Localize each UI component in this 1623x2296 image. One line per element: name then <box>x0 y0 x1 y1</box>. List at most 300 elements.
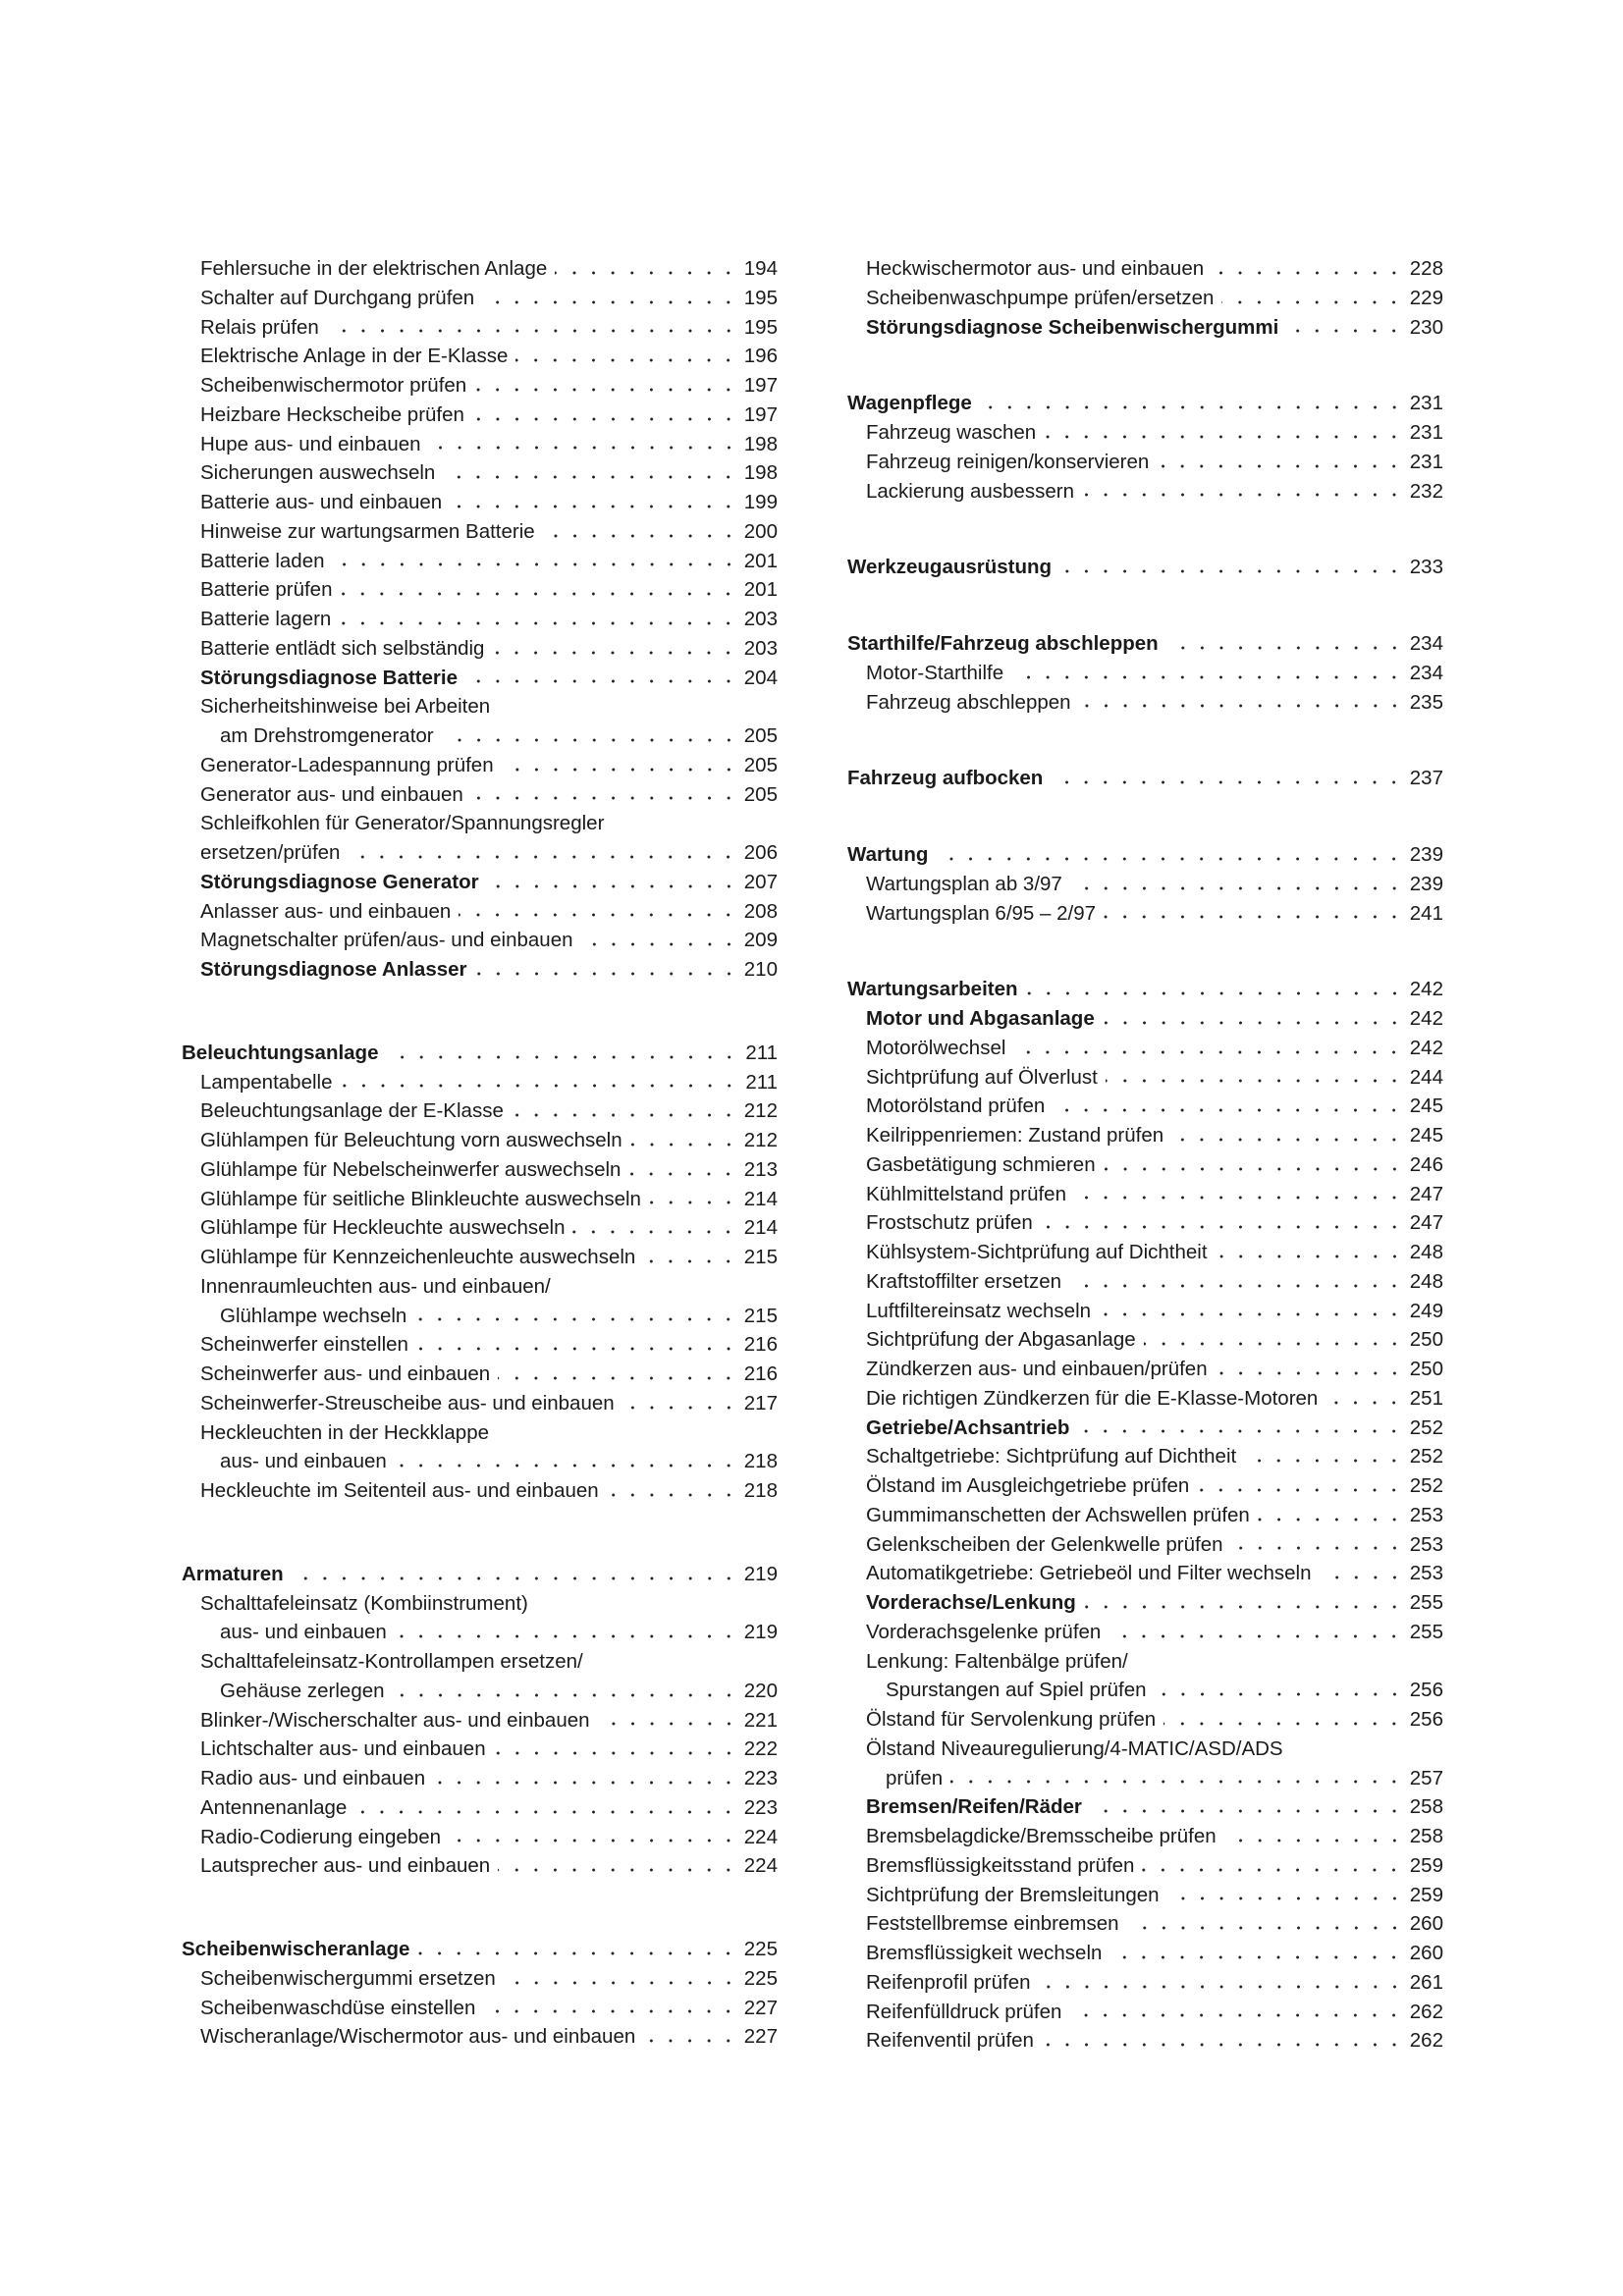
toc-entry-title: Motor-Starthilfe <box>866 661 1004 684</box>
dot-leader <box>515 357 737 363</box>
toc-entry <box>182 897 778 927</box>
toc-entry-title: Sichtprüfung der Abgasanlage <box>866 1328 1136 1352</box>
toc-page-number: 198 <box>743 432 778 455</box>
toc-page-number: 210 <box>743 958 778 981</box>
dot-leader <box>1011 674 1404 680</box>
toc-page-number: 205 <box>743 753 778 776</box>
toc-page-number: 197 <box>743 402 778 426</box>
toc-entry-title: Störungsdiagnose Anlasser <box>200 958 467 981</box>
toc-page-number: 229 <box>1409 286 1443 309</box>
dot-leader <box>1051 779 1403 785</box>
toc-entry <box>182 342 778 371</box>
toc-page-number: 250 <box>1409 1328 1443 1352</box>
toc-entry <box>182 1994 778 2023</box>
toc-subsection-heading <box>182 664 778 693</box>
toc-page-number: 201 <box>743 549 778 572</box>
toc-page-number: 241 <box>1409 901 1443 925</box>
toc-entry-title: Scheibenwischeranlage <box>182 1938 410 1960</box>
toc-entry-title: Batterie laden <box>200 549 325 572</box>
toc-entry <box>182 1447 778 1476</box>
toc-page-number: 235 <box>1409 690 1443 714</box>
dot-leader <box>1231 1545 1404 1551</box>
toc-page-number: 212 <box>743 1129 778 1151</box>
toc-section-heading <box>847 629 1443 659</box>
toc-entry <box>182 1272 778 1302</box>
dot-leader <box>1127 1925 1404 1931</box>
toc-page-number: 255 <box>1409 1591 1443 1614</box>
toc-entry-title: Automatikgetriebe: Getriebeöl und Filter wechseln <box>866 1562 1312 1585</box>
toc-entry-title: Wartungsplan 6/95 – 2/97 <box>866 901 1097 925</box>
toc-page-number: 211 <box>745 1041 778 1064</box>
toc-entry <box>847 1530 1443 1560</box>
toc-page-number: 231 <box>1409 392 1443 415</box>
toc-section-heading <box>847 553 1443 582</box>
dot-leader <box>1104 1166 1404 1172</box>
toc-entry-title: Lampentabelle <box>200 1070 333 1094</box>
toc-page-number: 206 <box>743 841 778 864</box>
dot-leader <box>450 504 738 509</box>
toc-entry <box>182 1418 778 1448</box>
toc-entry <box>182 1155 778 1185</box>
toc-entry-title: Gasbetätigung schmieren <box>866 1152 1096 1176</box>
toc-entry <box>847 1909 1443 1939</box>
toc-page-number: 242 <box>1409 1036 1443 1059</box>
dot-leader <box>348 854 737 860</box>
dot-leader <box>980 404 1404 410</box>
dot-leader <box>487 883 738 889</box>
toc-entry <box>182 1735 778 1764</box>
toc-page-number: 248 <box>1409 1241 1443 1263</box>
toc-entry-title: Bremsen/Reifen/Räder <box>866 1795 1082 1819</box>
toc-entry-title: Getriebe/Achsantrieb <box>866 1415 1070 1439</box>
toc-page-number: 232 <box>1409 479 1443 503</box>
toc-entry <box>182 692 778 721</box>
toc-entry <box>182 1851 778 1881</box>
toc-entry <box>847 1822 1443 1851</box>
toc-entry <box>182 371 778 400</box>
dot-leader <box>1142 1867 1403 1873</box>
toc-entry <box>182 838 778 868</box>
toc-entry-title: Wischeranlage/Wischermotor aus- und einbauen <box>200 2025 636 2049</box>
toc-page-number: 219 <box>743 1621 778 1644</box>
toc-entry <box>182 1964 778 1994</box>
toc-page-number: 207 <box>743 870 778 893</box>
toc-entry <box>847 448 1443 477</box>
toc-page-number: 245 <box>1409 1124 1443 1147</box>
toc-page-number: 245 <box>1409 1095 1443 1118</box>
dot-leader <box>643 2038 738 2044</box>
toc-page-number: 252 <box>1409 1415 1443 1439</box>
toc-entry-title: Scheibenwischermotor prüfen <box>200 374 467 397</box>
toc-page-number: 216 <box>743 1333 778 1357</box>
toc-page-number: 246 <box>1409 1152 1443 1176</box>
toc-page-number: 239 <box>1409 872 1443 895</box>
dot-leader <box>327 328 738 334</box>
toc-entry <box>182 1823 778 1852</box>
dot-leader <box>395 1633 738 1639</box>
dot-leader <box>1171 1137 1404 1143</box>
toc-page-number: 218 <box>743 1479 778 1502</box>
dot-leader <box>414 1316 737 1322</box>
toc-section-heading <box>182 1560 778 1589</box>
toc-entry <box>847 418 1443 448</box>
toc-entry-title: Gehäuse zerlegen <box>220 1679 385 1702</box>
dot-leader <box>492 650 737 656</box>
toc-entry-title: Wagenpflege <box>847 392 972 415</box>
toc-entry <box>182 1213 778 1243</box>
dot-leader <box>393 1692 738 1698</box>
dot-leader <box>354 1809 737 1815</box>
toc-entry-title: Sicherungen auswechseln <box>200 461 436 485</box>
toc-entry-title: Scheibenwischergummi ersetzen <box>200 1966 496 1990</box>
dot-leader <box>292 1575 738 1581</box>
toc-page-number: 249 <box>1409 1299 1443 1322</box>
toc-page-number: 222 <box>743 1737 778 1761</box>
toc-page-number: 228 <box>1409 257 1443 280</box>
toc-page-number: 259 <box>1409 1883 1443 1906</box>
toc-entry-title: Störungsdiagnose Generator <box>200 870 479 893</box>
toc-entry-title: Lautsprecher aus- und einbauen <box>200 1854 491 1878</box>
dot-leader <box>471 795 738 801</box>
toc-entry-title: Beleuchtungsanlage <box>182 1041 379 1064</box>
dot-leader <box>502 767 738 773</box>
dot-leader <box>416 1346 738 1352</box>
dot-leader <box>1109 1954 1403 1960</box>
toc-entry-title: Vorderachsgelenke prüfen <box>866 1620 1102 1643</box>
toc-entry <box>182 547 778 576</box>
dot-leader <box>1166 645 1404 651</box>
toc-page-number: 261 <box>1409 1970 1443 1994</box>
toc-page-number: 258 <box>1409 1795 1443 1819</box>
dot-leader <box>1074 1195 1404 1201</box>
dot-leader <box>1155 1691 1404 1697</box>
toc-entry-title: Schalttafeleinsatz-Kontrollampen ersetzen/ <box>200 1650 583 1673</box>
toc-entry-title: Generator aus- und einbauen <box>200 782 463 806</box>
dot-leader <box>1325 1400 1403 1406</box>
toc-page-number: 247 <box>1409 1211 1443 1235</box>
toc-entry-title: Fahrzeug aufbocken <box>847 767 1044 790</box>
toc-page-number: 250 <box>1409 1358 1443 1380</box>
dot-leader <box>465 678 738 684</box>
toc-entry-title: Heckwischermotor aus- und einbauen <box>866 257 1205 280</box>
toc-entry-title: Hupe aus- und einbauen <box>200 432 421 455</box>
toc-page-number: 209 <box>743 929 778 952</box>
toc-entry <box>182 1476 778 1506</box>
dot-leader <box>1069 1283 1404 1289</box>
toc-entry <box>182 575 778 605</box>
toc-page-number: 195 <box>743 286 778 309</box>
toc-page-number: 223 <box>743 1767 778 1789</box>
dot-leader <box>474 387 738 393</box>
toc-entry-title: Zündkerzen aus- und einbauen/prüfen <box>866 1358 1208 1380</box>
dot-leader <box>1212 270 1404 276</box>
dot-leader <box>950 1779 1404 1785</box>
toc-entry-title: Keilrippenriemen: Zustand prüfen <box>866 1124 1164 1147</box>
toc-entry <box>182 1589 778 1619</box>
toc-entry-title: Heizbare Heckscheibe prüfen <box>200 402 464 426</box>
toc-entry-title: Schaltgetriebe: Sichtprüfung auf Dichtheit <box>866 1445 1237 1468</box>
toc-entry <box>182 605 778 634</box>
toc-entry-title: Störungsdiagnose Scheibenwischergummi <box>866 315 1279 339</box>
toc-entry <box>847 1325 1443 1355</box>
dot-leader <box>429 445 738 451</box>
dot-leader <box>1286 328 1403 334</box>
dot-leader <box>333 561 738 567</box>
toc-entry <box>182 284 778 313</box>
dot-leader <box>1244 1458 1404 1464</box>
toc-page-number: 214 <box>743 1187 778 1210</box>
toc-entry <box>182 634 778 664</box>
toc-entry-title: Störungsdiagnose Batterie <box>200 666 458 689</box>
toc-entry-title: Kühlmittelstand prüfen <box>866 1182 1066 1205</box>
toc-entry <box>182 458 778 488</box>
dot-leader <box>1013 1049 1403 1055</box>
toc-entry-title: Heckleuchte im Seitenteil aus- und einbauen <box>200 1479 599 1502</box>
dot-leader <box>1103 1020 1404 1026</box>
toc-page-number: 248 <box>1409 1269 1443 1293</box>
dot-leader <box>1090 1808 1404 1814</box>
toc-page-number: 203 <box>743 608 778 630</box>
toc-entry-title: Reifenprofil prüfen <box>866 1970 1031 1994</box>
toc-entry <box>847 254 1443 284</box>
toc-entry-title: Reifenfülldruck prüfen <box>866 2000 1062 2023</box>
dot-leader <box>483 2008 737 2014</box>
toc-entry-title: Scheibenwaschdüse einstellen <box>200 1996 476 2019</box>
toc-section-heading <box>847 389 1443 418</box>
dot-leader <box>498 1867 738 1873</box>
toc-page-number: 260 <box>1409 1942 1443 1964</box>
toc-entry <box>847 1618 1443 1647</box>
dot-leader <box>1026 990 1404 996</box>
dot-leader <box>340 591 737 597</box>
toc-column-right <box>847 254 1443 2056</box>
toc-page-number: 197 <box>743 374 778 397</box>
toc-entry-title: aus- und einbauen <box>220 1450 387 1473</box>
toc-page-number: 260 <box>1409 1912 1443 1936</box>
dot-leader <box>555 270 738 276</box>
toc-entry <box>847 659 1443 688</box>
toc-page-number: 253 <box>1409 1562 1443 1585</box>
toc-entry <box>182 430 778 459</box>
toc-entry-title: Die richtigen Zündkerzen für die E-Klasse-Motoren <box>866 1386 1319 1410</box>
dot-leader <box>581 941 738 947</box>
toc-page-number: 244 <box>1409 1065 1443 1089</box>
toc-entry <box>847 2026 1443 2056</box>
toc-entry-title: Gummimanschetten der Achswellen prüfen <box>866 1503 1250 1526</box>
dot-leader <box>341 1083 739 1089</box>
toc-entry <box>182 1243 778 1272</box>
dot-leader <box>1039 1984 1404 1990</box>
toc-page-number: 211 <box>745 1070 778 1094</box>
toc-entry <box>847 1208 1443 1238</box>
dot-leader <box>598 1721 738 1727</box>
dot-leader <box>1320 1575 1404 1580</box>
dot-leader <box>622 1405 738 1411</box>
toc-entry-title: Vorderachse/Lenkung <box>866 1591 1076 1614</box>
toc-page-number: 212 <box>743 1099 778 1123</box>
toc-entry-title: Fehlersuche in der elektrischen Anlage <box>200 257 548 280</box>
toc-entry-title: Motorölstand prüfen <box>866 1095 1046 1118</box>
toc-subsection-heading <box>847 1004 1443 1034</box>
toc-entry-title: Scheinwerfer einstellen <box>200 1333 408 1357</box>
dot-leader <box>1109 1633 1403 1639</box>
toc-entry <box>182 809 778 838</box>
dot-leader <box>494 1750 738 1756</box>
toc-entry-title: Schalter auf Durchgang prüfen <box>200 286 475 309</box>
toc-page-number: 205 <box>743 724 778 747</box>
dot-leader <box>1079 703 1404 709</box>
toc-entry-title: Innenraumleuchten aus- und einbauen/ <box>200 1274 551 1298</box>
toc-entry-title: Schleifkohlen für Generator/Spannungsregler <box>200 812 605 835</box>
dot-leader <box>1106 1078 1404 1084</box>
toc-entry-title: Starthilfe/Fahrzeug abschleppen <box>847 632 1159 655</box>
toc-entry <box>182 721 778 751</box>
toc-page-number: 214 <box>743 1216 778 1240</box>
toc-page-number: 239 <box>1409 843 1443 866</box>
toc-page-number: 251 <box>1409 1386 1443 1410</box>
toc-entry-title: am Drehstromgenerator <box>220 724 434 747</box>
toc-page-number: 216 <box>743 1362 778 1385</box>
toc-entry-title: Gelenkscheiben der Gelenkwelle prüfen <box>866 1532 1223 1556</box>
dot-leader <box>472 416 738 422</box>
toc-section-heading <box>847 975 1443 1004</box>
dot-leader <box>1069 2012 1403 2018</box>
toc-entry-title: aus- und einbauen <box>220 1621 387 1644</box>
toc-entry-title: Relais prüfen <box>200 315 319 339</box>
toc-entry-title: Magnetschalter prüfen/aus- und einbauen <box>200 929 573 952</box>
toc-page-number: 262 <box>1409 2000 1443 2023</box>
toc-page-number: 225 <box>743 1966 778 1990</box>
toc-entry-title: Ölstand im Ausgleichgetriebe prüfen <box>866 1474 1190 1497</box>
toc-entry <box>182 1793 778 1823</box>
dot-leader <box>387 1054 739 1060</box>
toc-entry <box>847 1647 1443 1677</box>
toc-entry-title: Lackierung ausbessern <box>866 479 1074 503</box>
toc-entry-title: Glühlampe für seitliche Blinkleuchte auswechseln <box>200 1187 641 1210</box>
dot-leader <box>936 856 1403 862</box>
toc-entry <box>847 1150 1443 1180</box>
toc-entry-title: Schalttafeleinsatz (Kombiinstrument) <box>200 1591 528 1615</box>
dot-leader <box>459 912 737 918</box>
toc-entry-title: Anlasser aus- und einbauen <box>200 899 452 923</box>
dot-leader <box>628 1171 737 1177</box>
toc-entry <box>847 1998 1443 2027</box>
toc-page-number: 223 <box>743 1795 778 1819</box>
toc-page-number: 217 <box>743 1391 778 1415</box>
toc-entry-title: Kraftstoffilter ersetzen <box>866 1269 1062 1293</box>
toc-entry <box>847 1735 1443 1764</box>
toc-entry <box>182 1302 778 1331</box>
toc-entry-title: Bremsflüssigkeitsstand prüfen <box>866 1853 1135 1877</box>
toc-entry-title: Elektrische Anlage in der E-Klasse <box>200 345 509 368</box>
toc-page-number: 230 <box>1409 315 1443 339</box>
toc-page-number: 194 <box>743 257 778 280</box>
toc-entry <box>847 1034 1443 1063</box>
toc-entry-title: Blinker-/Wischerschalter aus- und einbauen <box>200 1708 590 1732</box>
dot-leader <box>1084 1604 1404 1610</box>
dot-leader <box>1077 1428 1403 1434</box>
toc-entry <box>182 926 778 955</box>
dot-leader <box>1099 1311 1404 1317</box>
toc-entry <box>182 751 778 780</box>
toc-page-number: 247 <box>1409 1182 1443 1205</box>
toc-page-number: 215 <box>743 1304 778 1327</box>
toc-subsection-heading <box>847 313 1443 343</box>
toc-entry <box>847 1267 1443 1297</box>
toc-page-number: 256 <box>1409 1708 1443 1731</box>
toc-page-number: 252 <box>1409 1474 1443 1497</box>
dot-leader <box>1167 1896 1404 1901</box>
toc-entry <box>847 1851 1443 1881</box>
toc-entry-title: Batterie prüfen <box>200 578 333 602</box>
toc-page-number: 218 <box>743 1450 778 1473</box>
toc-page-number: 227 <box>743 1996 778 2019</box>
dot-leader <box>1070 885 1404 891</box>
toc-entry <box>847 1180 1443 1209</box>
toc-page-number: 221 <box>743 1708 778 1732</box>
toc-entry <box>182 1068 778 1097</box>
toc-entry-title: Werkzeugausrüstung <box>847 556 1053 579</box>
toc-entry-title: Feststellbremse einbremsen <box>866 1912 1119 1936</box>
toc-entry-title: Motor und Abgasanlage <box>866 1007 1095 1030</box>
toc-page-number: 213 <box>743 1157 778 1181</box>
toc-page-number: 259 <box>1409 1853 1443 1877</box>
toc-entry-title: Batterie lagern <box>200 608 332 630</box>
toc-entry-title: Lenkung: Faltenbälge prüfen/ <box>866 1649 1128 1673</box>
toc-page-number: 225 <box>743 1938 778 1960</box>
toc-entry <box>847 284 1443 313</box>
toc-entry <box>847 1297 1443 1326</box>
toc-page-number: 224 <box>743 1825 778 1848</box>
toc-entry <box>182 780 778 810</box>
toc-entry <box>182 1330 778 1360</box>
toc-page-number: 208 <box>743 899 778 923</box>
dot-leader <box>504 1980 738 1986</box>
toc-page-number: 195 <box>743 315 778 339</box>
dot-leader <box>339 620 737 626</box>
toc-page-number: 252 <box>1409 1445 1443 1468</box>
dot-leader <box>1258 1517 1404 1522</box>
dot-leader <box>1042 2042 1404 2048</box>
toc-entry-title: Sichtprüfung der Bremsleitungen <box>866 1883 1160 1906</box>
toc-entry-title: Batterie entlädt sich selbständig <box>200 636 485 660</box>
toc-page-number: 198 <box>743 461 778 485</box>
toc-page-number: 256 <box>1409 1679 1443 1702</box>
dot-leader <box>1044 434 1404 440</box>
toc-page-number: 215 <box>743 1246 778 1268</box>
dot-leader <box>630 1142 738 1148</box>
toc-entry-title: Sicherheitshinweise bei Arbeiten <box>200 695 491 719</box>
toc-section-heading <box>182 1935 778 1964</box>
toc-entry <box>847 1881 1443 1910</box>
toc-entry <box>847 1063 1443 1093</box>
toc-entry <box>847 1355 1443 1384</box>
dot-leader <box>643 1258 737 1264</box>
toc-entry-title: Ölstand für Servolenkung prüfen <box>866 1708 1157 1731</box>
toc-entry <box>847 1939 1443 1968</box>
toc-subsection-heading <box>182 868 778 897</box>
toc-entry <box>847 477 1443 507</box>
toc-entry <box>182 1677 778 1706</box>
dot-leader <box>433 1780 738 1786</box>
dot-leader <box>1197 1487 1403 1493</box>
toc-page-number: 224 <box>743 1854 778 1878</box>
dot-leader <box>1157 463 1403 469</box>
toc-entry-title: Lichtschalter aus- und einbauen <box>200 1737 486 1761</box>
toc-entry-title: Hinweise zur wartungsarmen Batterie <box>200 519 535 543</box>
toc-page-number: 205 <box>743 782 778 806</box>
toc-entry-title: Sichtprüfung auf Ölverlust <box>866 1065 1098 1089</box>
